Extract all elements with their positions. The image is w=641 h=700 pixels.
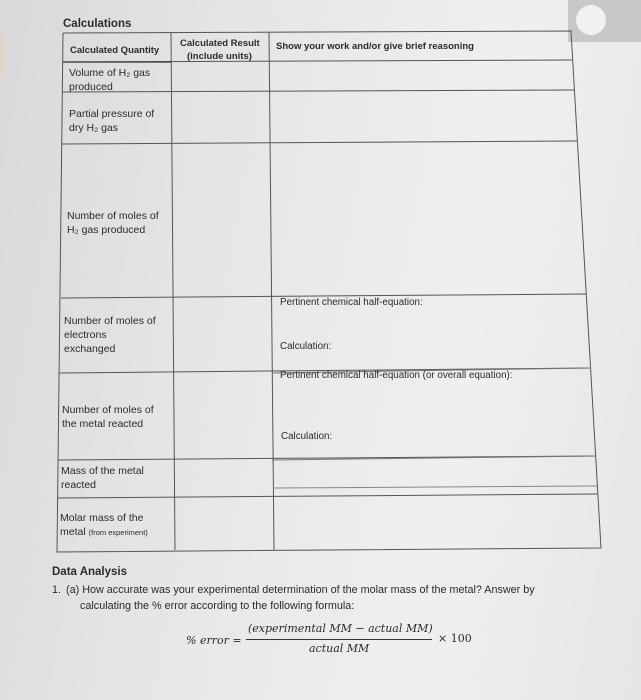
row-label-line2: reacted [61,479,97,491]
row-label-line1: Number of moles of [62,404,154,416]
row-label-line2: electrons [64,329,107,341]
row-moles-metal [62,403,154,431]
row-moles-electrons [64,314,156,356]
header-show-work: Show your work and/or give brief reasoning [276,41,474,52]
row-label-line2-wrap [60,525,148,540]
row-label-line1: Mass of the metal [61,465,144,477]
row-label-line2: dry H₂ gas [69,122,119,134]
formula-numerator: (experimental MM − actual MM) [248,622,433,635]
electrons-equation-note: Pertinent chemical half-equation: [280,297,423,308]
header-include-units: (include units) [187,51,252,62]
row-label-line3: exchanged [64,343,116,355]
row-mass-metal [61,464,144,492]
question-text-line2: calculating the % error according to the following formula: [80,600,355,612]
row-label-line1: Number of moles of [67,210,159,222]
row-volume-h2 [69,66,150,94]
row-label-line1: Molar mass of the [60,512,144,524]
formula-lhs: % error = [186,634,242,647]
row-label-line1: Partial pressure of [69,108,155,120]
data-analysis-title: Data Analysis [52,566,127,578]
row-moles-h2 [67,209,159,237]
row-partial-pressure [69,107,154,135]
percent-error-formula [186,622,486,662]
metal-calculation-note: Calculation: [281,431,333,442]
row-molar-mass [60,511,148,540]
row-label-line2: produced [69,81,113,93]
formula-multiplier: × 100 [438,632,472,645]
calculations-heading: Calculations [63,18,132,30]
question-number: 1. [52,584,62,596]
row-label-line2: metal [60,526,86,538]
question-text-line1: (a) How accurate was your experimental determination of the molar mass of the metal? Answer by [66,584,535,596]
row-label-line2: H₂ gas produced [67,224,146,236]
row-label-line2: the metal reacted [62,418,144,430]
row-label-line1: Number of moles of [64,315,156,327]
formula-denominator: actual MM [309,642,370,655]
header-calculated-result: Calculated Result [180,38,260,49]
fraction-bar [246,639,432,640]
electrons-calculation-note: Calculation: [280,341,332,352]
row-label-line1: Volume of H₂ gas [69,67,151,79]
metal-equation-note: Pertinent chemical half-equation (or overall equation): [280,370,513,381]
header-calculated-quantity: Calculated Quantity [70,45,160,56]
row-label-note: (from experiment) [88,528,148,537]
